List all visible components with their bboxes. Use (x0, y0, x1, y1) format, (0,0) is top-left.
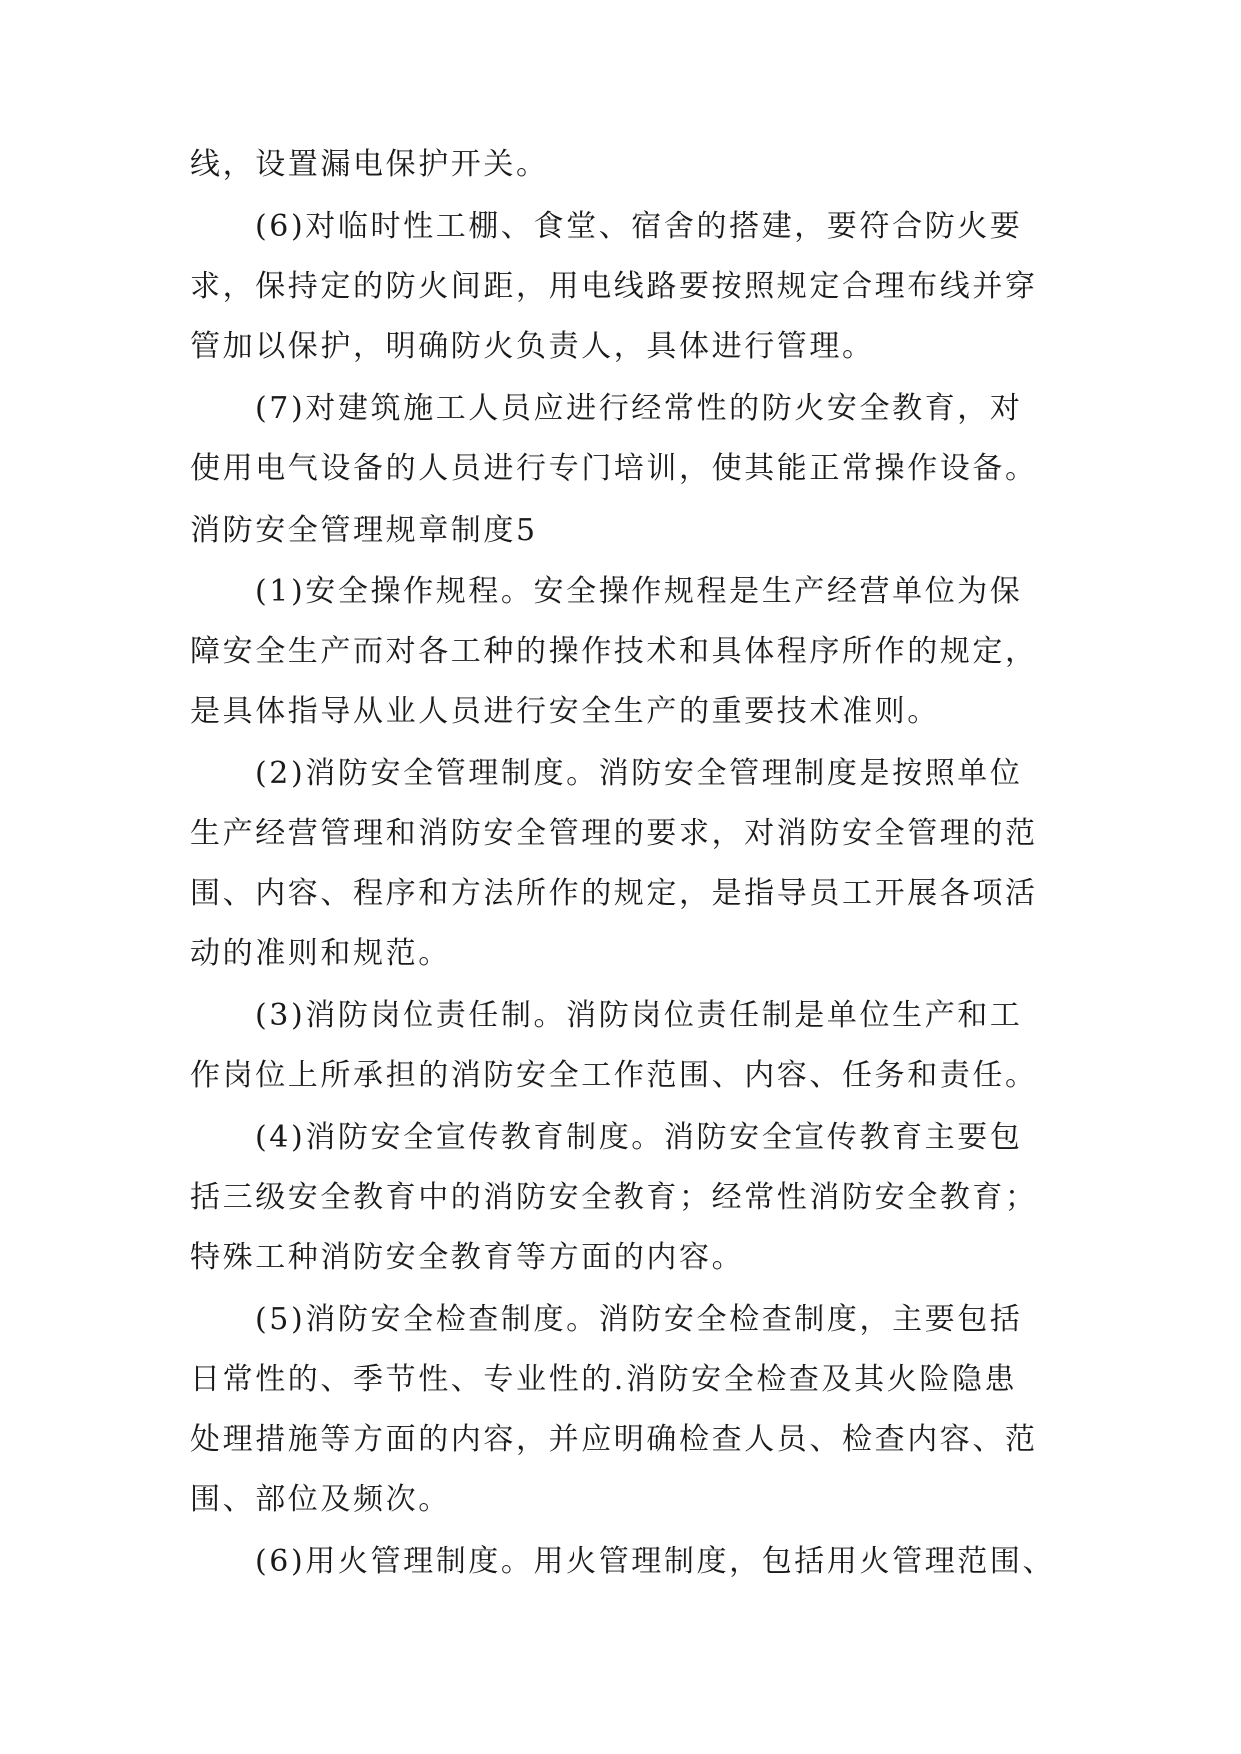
body-text-line: 特殊工种消防安全教育等方面的内容。 (190, 1240, 745, 1275)
body-text-line: 障安全生产而对各工种的操作技术和具体程序所作的规定， (190, 634, 1038, 669)
body-text-line: 生产经营管理和消防安全管理的要求，对消防安全管理的范 (190, 816, 1038, 851)
body-text-line: 围、部位及频次。 (190, 1482, 451, 1517)
paragraph-start-line: (5)消防安全检查制度。消防安全检查制度，主要包括 (255, 1302, 1023, 1337)
body-text-line: 作岗位上所承担的消防安全工作范围、内容、任务和责任。 (190, 1058, 1038, 1093)
paragraph-start-line: (6)用火管理制度。用火管理制度，包括用火管理范围、 (255, 1544, 1056, 1579)
body-text-line: 使用电气设备的人员进行专门培训，使其能正常操作设备。 (190, 451, 1038, 486)
paragraph-start-line: (6)对临时性工棚、食堂、宿舍的搭建，要符合防火要 (255, 209, 1023, 244)
paragraph-start-line: (2)消防安全管理制度。消防安全管理制度是按照单位 (255, 756, 1023, 791)
section-heading: 消防安全管理规章制度5 (190, 513, 538, 548)
body-text-line: 处理措施等方面的内容，并应明确检查人员、检查内容、范 (190, 1422, 1038, 1457)
body-text-line: 求，保持定的防火间距，用电线路要按照规定合理布线并穿 (190, 269, 1038, 304)
body-text-line: 括三级安全教育中的消防安全教育；经常性消防安全教育； (190, 1180, 1038, 1215)
body-text-line: 线，设置漏电保护开关。 (190, 147, 549, 182)
body-text-line: 是具体指导从业人员进行安全生产的重要技术准则。 (190, 694, 940, 729)
paragraph-start-line: (1)安全操作规程。安全操作规程是生产经营单位为保 (255, 574, 1023, 609)
body-text-line: 日常性的、季节性、专业性的.消防安全检查及其火险隐患 (190, 1362, 1018, 1397)
body-text-line: 管加以保护，明确防火负责人，具体进行管理。 (190, 329, 875, 364)
paragraph-start-line: (7)对建筑施工人员应进行经常性的防火安全教育，对 (255, 391, 1023, 426)
paragraph-start-line: (4)消防安全宣传教育制度。消防安全宣传教育主要包 (255, 1120, 1023, 1155)
body-text-line: 围、内容、程序和方法所作的规定，是指导员工开展各项活 (190, 876, 1038, 911)
body-text-line: 动的准则和规范。 (190, 936, 451, 971)
paragraph-start-line: (3)消防岗位责任制。消防岗位责任制是单位生产和工 (255, 998, 1023, 1033)
